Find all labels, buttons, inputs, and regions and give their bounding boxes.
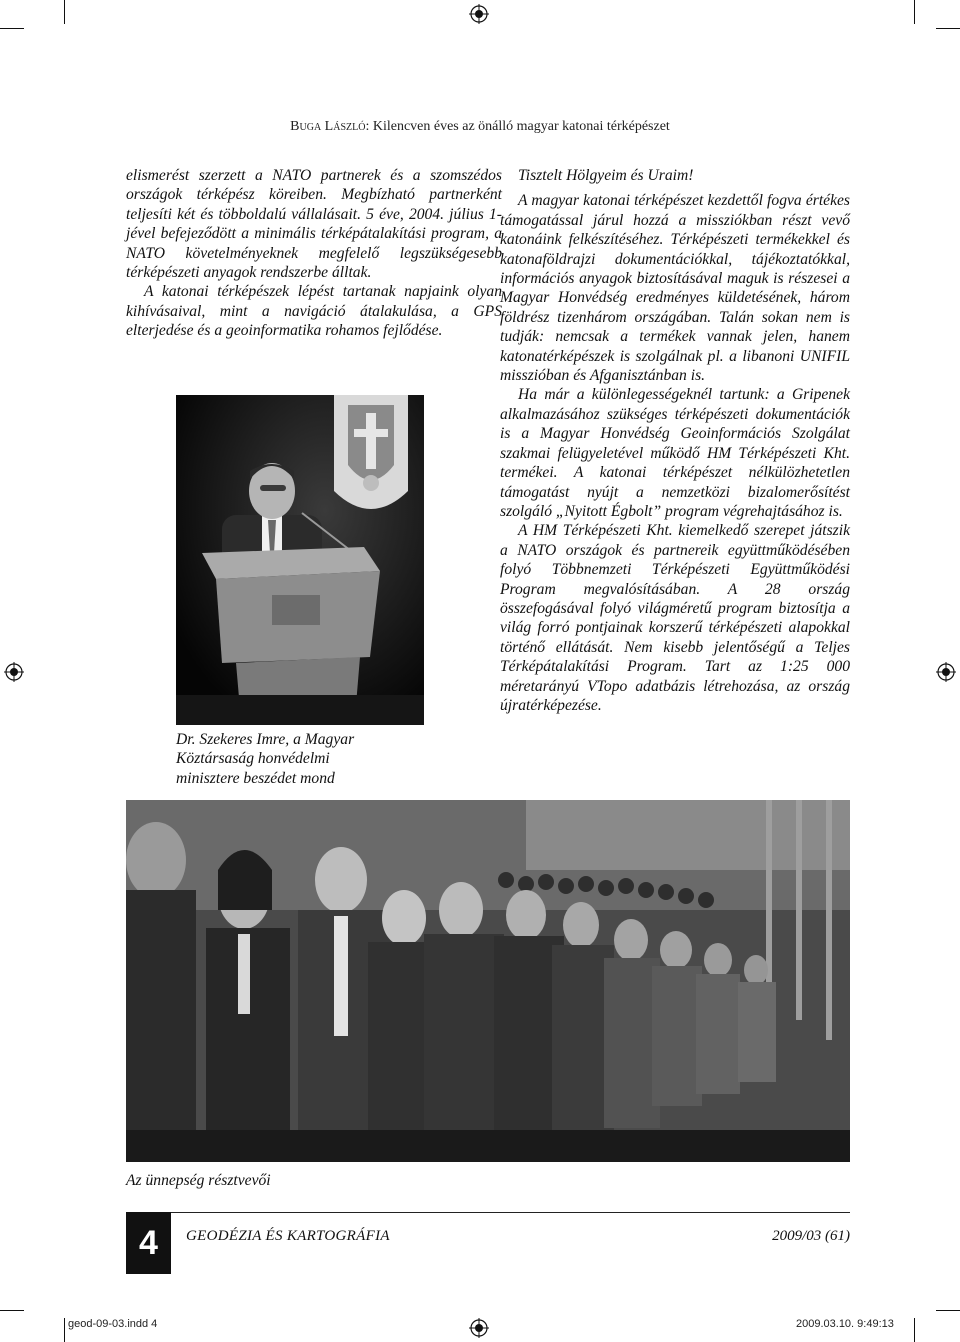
- running-head: [0, 119, 960, 135]
- crop-mark: [0, 28, 24, 29]
- running-head-title: Kilencven éves az önálló magyar katonai térképészet: [372, 119, 670, 134]
- crop-mark: [936, 28, 960, 29]
- footer-rule: [126, 1212, 850, 1213]
- photo-ceremony-caption: Az ünnepség résztvevői: [126, 1172, 271, 1189]
- journal-issue: 2009/03 (61): [772, 1228, 850, 1244]
- left-paragraph-2: A katonai térképészek lépést tartanak napjaink olyan kihívásaival, mint a navigáció átalakulása, a GPS elterjedése és a geoinformatika rohamos fejlődése.: [126, 283, 502, 340]
- crop-mark: [914, 1318, 915, 1342]
- crop-mark: [0, 1310, 24, 1311]
- running-head-separator: :: [365, 119, 373, 134]
- left-column: [126, 166, 502, 341]
- journal-title: GEODÉZIA ÉS KARTOGRÁFIA: [186, 1228, 390, 1244]
- registration-mark-icon: [469, 4, 489, 24]
- right-paragraph-2: A magyar katonai térképészet kezdettől fogva értékes támogatással járul hozzá a missziókban részt vevő katonáink felkészítéséhez. Térképészeti termékekkel és katonaföldrajzi dokumentációkkal, tájékoztatókkal, információs anyagok biztosításával maguk is részesei a Magyar Honvédség eredményes küldetésének, három földrész tizenhárom országában. Talán sokan nem is tudják: nemcsak a termékek vannak jelen, hanem katonatérképészek is szolgálnak pl. a libanoni UNIFIL misszióban és Afganisztánban is.: [500, 192, 850, 385]
- right-paragraph-greeting: Tisztelt Hölgyeim és Uraim!: [518, 167, 694, 184]
- right-column: [500, 166, 850, 715]
- crop-mark: [64, 1318, 65, 1342]
- left-paragraph-1: elismerést szerzett a NATO partnerek és a szomszédos országok térképész köreiben. Megbízható partnerként teljesíti két és többoldalú vállalásait. 5 éve, 2004. július 1-jével befejeződött a minimális térképátalakítási program, a NATO követelményeknek megfelelő legszükségesebb térképészeti anyagok rendszerbe álltak.: [126, 167, 502, 282]
- photo-minister-caption: Dr. Szekeres Imre, a Magyar Köztársaság honvédelmi minisztere beszédet mond: [176, 731, 355, 787]
- registration-mark-icon: [4, 662, 24, 682]
- right-paragraph-3: Ha már a különlegességeknél tartunk: a Gripenek alkalmazásához szükséges térképészeti dokumentációk is a Magyar Honvédség Geoinformációs Szolgálat szakmai felügyeletével működő HM Térképészeti Kht. termékei. A katonai térképészet nélkülözhetetlen támogatást nyújt a nemzetközi bizalomerősítést szolgáló „Nyitott Égbolt” program végrehajtásához is.: [500, 386, 850, 520]
- registration-mark-icon: [936, 662, 956, 682]
- crop-mark: [914, 0, 915, 24]
- photo-minister-speech: [176, 395, 424, 725]
- slug-date: 2009.03.10. 9:49:13: [796, 1318, 894, 1330]
- crop-mark: [64, 0, 65, 24]
- registration-mark-icon: [469, 1318, 489, 1338]
- slug-file: geod-09-03.indd 4: [68, 1318, 158, 1330]
- page-number: 4: [126, 1212, 171, 1274]
- photo-ceremony-attendees: [126, 800, 850, 1162]
- running-head-author: Buga László: [290, 119, 366, 134]
- right-paragraph-4: A HM Térképészeti Kht. kiemelkedő szerepet játszik a NATO országok és partnereik együttműködésében folyó Többnemzeti Térképészeti Együttműködési Program megvalósításában. A 28 ország összefogásával folyó világméretű program biztosítja a világ forró pontjainak korszerű térképészeti alapokkal történő ellátását. Nem kisebb jelentőségű a Teljes Térképátalakítási Program. Tart az 1:25 000 méretarányú VTopo adatbázis létrehozása, az ország újratérképezése.: [500, 522, 850, 714]
- crop-mark: [936, 1310, 960, 1311]
